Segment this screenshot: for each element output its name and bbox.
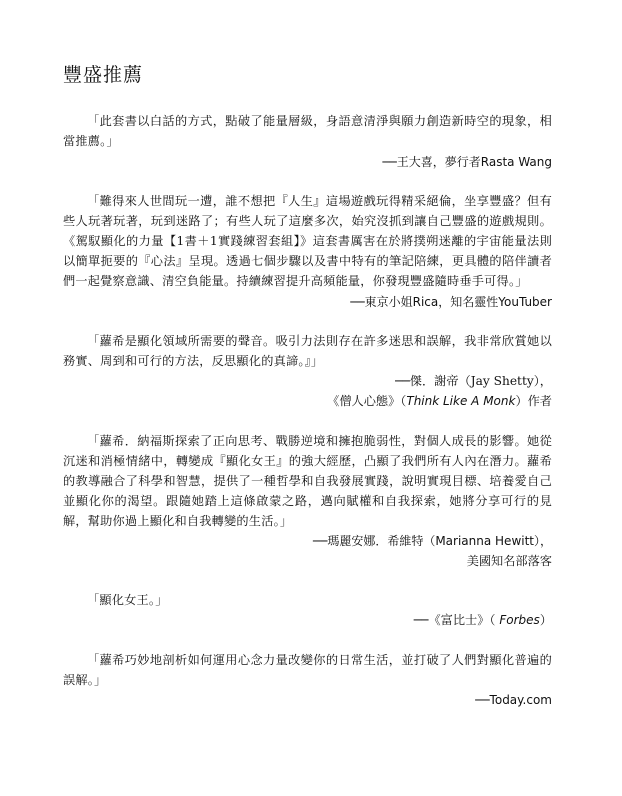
page-title: 豐盛推薦 bbox=[63, 64, 144, 86]
endorsement-quote: 「顯化女王。」 bbox=[87, 593, 168, 607]
publication-name: ──《富比士》（ bbox=[413, 613, 500, 627]
publication-suffix: ） bbox=[539, 613, 552, 627]
book-title-english: Think Like A Monk bbox=[406, 394, 516, 408]
endorsement-quote: 「蘿希是顯化領域所需要的聲音。吸引力法則存在許多迷思和誤解，我非常欣賞她以務實、周到和可行的方法，反思顯化的真諦。』」 bbox=[63, 334, 552, 368]
endorsement-quote: 「蘿希巧妙地剖析如何運用心念力量改變你的日常生活，並打破了人們對顯化普遍的誤解。」 bbox=[63, 653, 552, 687]
endorsement-role: 美國知名部落客 bbox=[466, 554, 552, 568]
endorsement-attribution: ──東京小姐Rica，知名靈性YouTuber bbox=[350, 295, 552, 309]
endorsement-source bbox=[327, 391, 552, 411]
endorsement-attribution bbox=[414, 610, 552, 630]
endorsement-quote: 「此套書以白話的方式，點破了能量層級，身語意清淨與願力創造新時空的現象，相當推薦。」 bbox=[63, 114, 552, 148]
endorsement-attribution: ──傑．謝帝（Jay Shetty）， bbox=[395, 374, 552, 388]
publication-name-english: Forbes bbox=[499, 613, 540, 627]
endorsement-attribution: ──瑪麗安娜．希維特（Marianna Hewitt）， bbox=[312, 534, 552, 548]
book-title: 《僧人心態》（ bbox=[327, 394, 407, 408]
endorsement-attribution: ──王大喜，夢行者Rasta Wang bbox=[382, 155, 552, 169]
endorsement-quote: 「蘿希．納福斯探索了正向思考、戰勝逆境和擁抱脆弱性，對個人成長的影響。她從沉迷和消極情緒中，轉變成『顯化女王』的強大經歷，凸顯了我們所有人內在潛力。蘿希的教導融合了科學和智慧，提供了一種哲學和自我發展實踐，說明實現目標、培養愛自己並顯化你的渴望。跟隨她踏上這條啟蒙之路，邁向賦權和自我探索，她將分享可行的見解，幫助你過上顯化和自我轉變的生活。」 bbox=[63, 434, 552, 528]
endorsement-quote: 「難得來人世間玩一遭，誰不想把『人生』這場遊戲玩得精采絕倫，坐享豐盛？但有些人玩著玩著，玩到迷路了；有些人玩了這麼多次，始究沒抓到讓自己豐盛的遊戲規則。《駕馭顯化的力量【1書＋1實踐練習套組】》這套書厲害在於將撲朔迷離的宇宙能量法則以簡單扼要的『心法』呈現。透過七個步驟以及書中特有的筆記陪練，更具體的陪伴讀者們一起覺察意識、清空負能量。持續練習提升高頻能量，你發現豐盛隨時垂手可得。」 bbox=[63, 194, 552, 288]
endorsement-attribution: ──Today.com bbox=[475, 693, 552, 707]
author-suffix: ）作者 bbox=[515, 394, 552, 408]
